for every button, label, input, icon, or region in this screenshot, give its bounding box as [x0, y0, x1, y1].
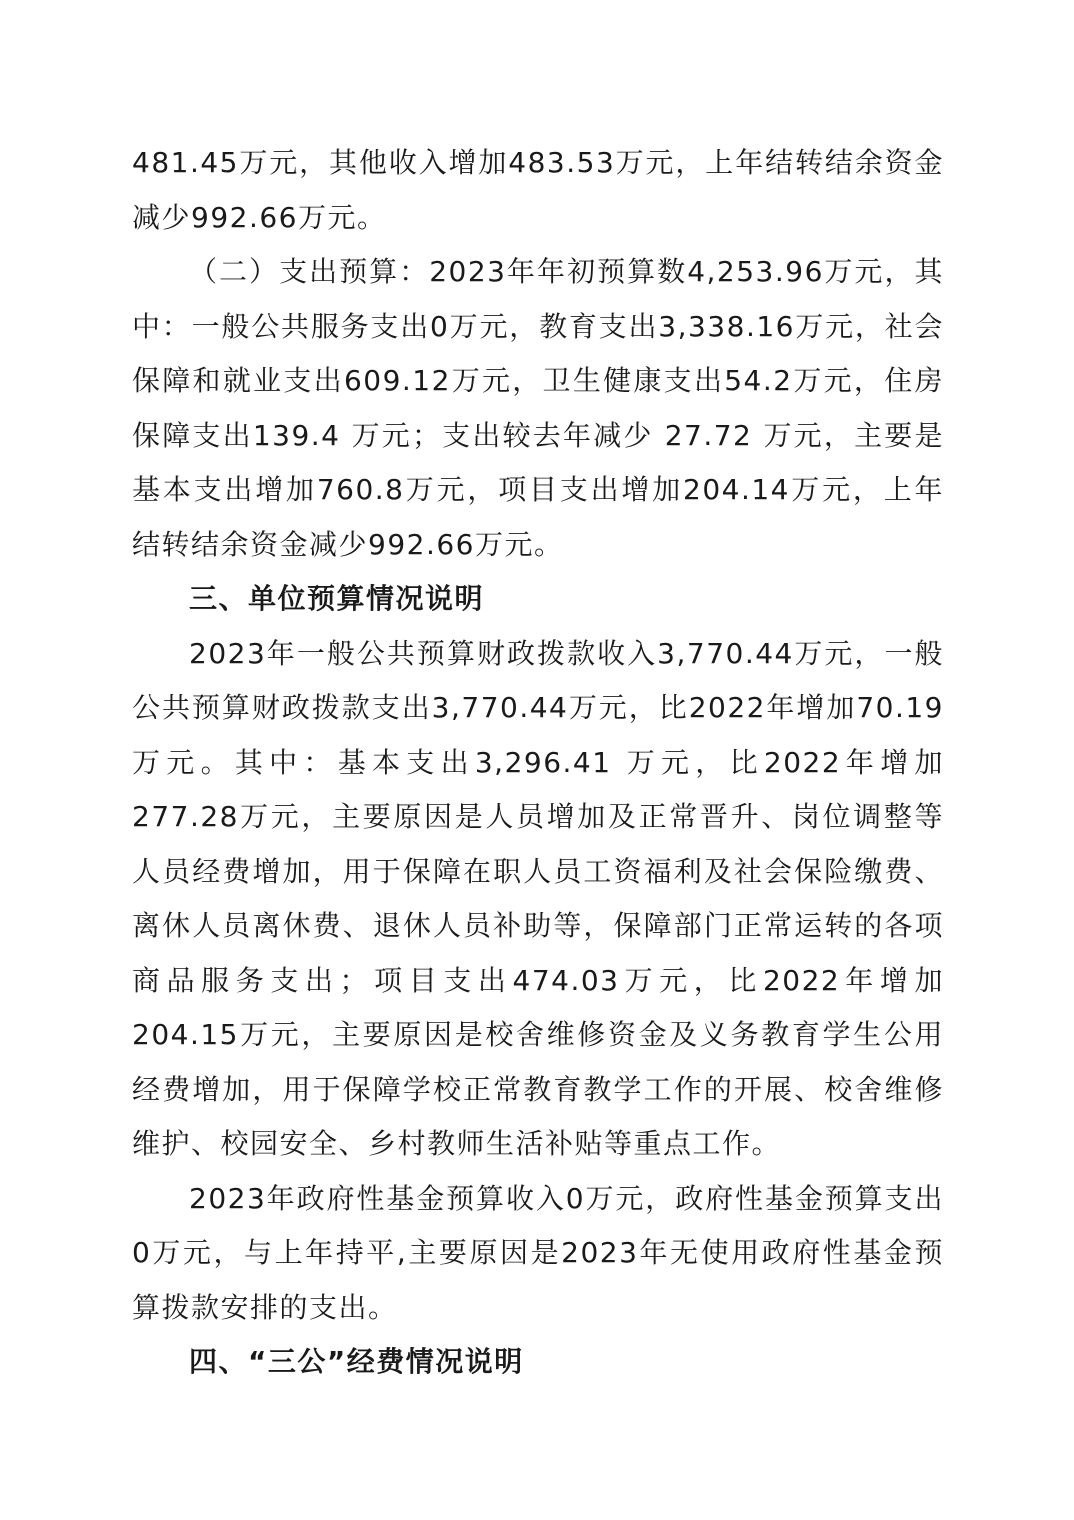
section-heading-three-public-expenses: 四、“三公”经费情况说明 — [189, 1345, 524, 1378]
document-body — [132, 136, 944, 1390]
paragraph-income-continued: 481.45万元，其他收入增加483.53万元，上年结转结余资金减少992.66万元。 — [132, 146, 944, 234]
paragraph-general-public-budget: 2023年一般公共预算财政拨款收入3,770.44万元，一般公共预算财政拨款支出3,770.44万元，比2022年增加70.19万元。其中：基本支出3,296.41 万元，比2022年增加277.28万元，主要原因是人员增加及正常晋升、岗位调整等人员经费增加，用于保障在职人员工资福利及社会保险缴费、离休人员离休费、退休人员补助等，保障部门正常运转的各项商品服务支出；项目支出474.03万元，比2022年增加204.15万元，主要原因是校舍维修资金及义务教育学生公用经费增加，用于保障学校正常教育教学工作的开展、校舍维修维护、校园安全、乡村教师生活补贴等重点工作。 — [132, 636, 944, 1160]
section-heading-unit-budget: 三、单位预算情况说明 — [189, 582, 485, 615]
paragraph-expenditure-budget: （二）支出预算：2023年年初预算数4,253.96万元，其中：一般公共服务支出0万元，教育支出3,338.16万元，社会保障和就业支出609.12万元，卫生健康支出54.2万元，住房保障支出139.4 万元；支出较去年减少 27.72 万元，主要是基本支出增加760.8万元，项目支出增加204.14万元，上年结转结余资金减少992.66万元。 — [132, 255, 944, 561]
paragraph-government-fund-budget: 2023年政府性基金预算收入0万元，政府性基金预算支出0万元，与上年持平,主要原因是2023年无使用政府性基金预算拨款安排的支出。 — [132, 1181, 944, 1324]
